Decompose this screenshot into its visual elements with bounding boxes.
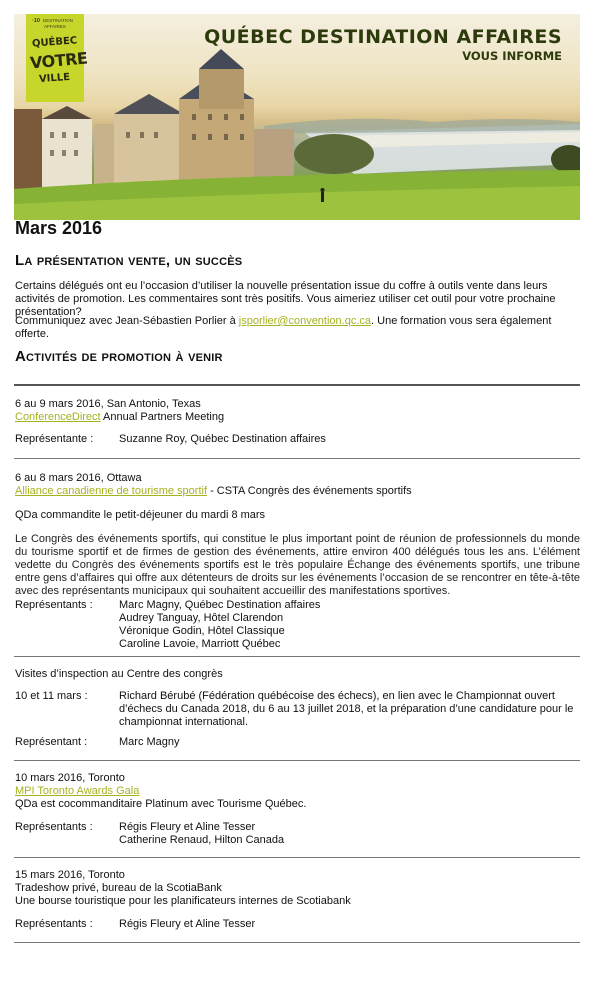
banner-subtitle: VOUS INFORME <box>462 49 562 63</box>
event4-date: 10 mars 2016, Toronto <box>15 772 125 784</box>
quebec-votre-ville-logo <box>26 14 89 102</box>
section-title-presentation: La présentation vente, un succès <box>15 252 243 269</box>
event5-rep-label: Représentants : <box>15 918 93 930</box>
banner-title: QUÉBEC DESTINATION AFFAIRES <box>204 26 562 48</box>
event3-date-label: 10 et 11 mars : <box>15 690 88 702</box>
alliance-tourisme-sportif-link[interactable]: Alliance canadienne de tourisme sportif <box>15 485 208 497</box>
divider <box>14 458 580 459</box>
event1-name: ConferenceDirect Annual Partners Meeting <box>15 411 225 423</box>
event5-date: 15 mars 2016, Toronto <box>15 869 125 881</box>
event2-name: Alliance canadienne de tourisme sportif - CSTA Congrès des événements sportifs <box>15 485 412 497</box>
logo-votre: VOTRE <box>29 48 89 73</box>
event5-description: Une bourse touristique pour les planificateurs internes de Scotiabank <box>15 895 351 907</box>
rep-item: Régis Fleury et Aline Tesser <box>119 821 256 833</box>
rep-item: Audrey Tanguay, Hôtel Clarendon <box>119 612 284 624</box>
divider <box>14 760 580 761</box>
event2-rep-list <box>119 599 579 651</box>
divider <box>14 384 580 386</box>
rep-item: Caroline Lavoie, Marriott Québec <box>119 638 281 650</box>
event3-date-value: Richard Bérubé (Fédération québécoise des échecs), en lien avec le Championnat ouvert d’échecs du Canada 2018, du 6 au 13 juillet 2018, et la préparation d’une candidature pour le championnat international. <box>119 690 574 728</box>
email-link[interactable]: jsporlier@convention.qc.ca <box>238 315 372 327</box>
event3-rep-value: Marc Magny <box>119 736 180 748</box>
event2-date: 6 au 8 mars 2016, Ottawa <box>15 472 142 484</box>
logo-small-text: ·10 DESTINATION AFFAIRES <box>32 18 73 29</box>
divider <box>14 656 580 657</box>
event4-rep-list <box>119 821 579 847</box>
event4-note: QDa est cocommanditaire Platinum avec Tourisme Québec. <box>15 798 307 810</box>
section-title-activities: Activités de promotion à venir <box>15 348 223 365</box>
event5-title: Tradeshow privé, bureau de la ScotiaBank <box>15 882 222 894</box>
divider <box>14 857 580 858</box>
logo-quebec: QUÉBEC <box>31 35 78 50</box>
logo-ville: VILLE <box>38 71 71 86</box>
rep-item: Marc Magny, Québec Destination affaires <box>119 599 321 611</box>
event5-rep-value: Régis Fleury et Aline Tesser <box>119 918 256 930</box>
conferencedirect-link[interactable]: ConferenceDirect <box>15 411 101 423</box>
section1-contact: Communiquez avec Jean-Sébastien Porlier à jsporlier@convention.qc.ca. Une formation vous sera également offerte. <box>15 315 552 340</box>
event4-rep-label: Représentants : <box>15 821 93 833</box>
rep-item: Véronique Godin, Hôtel Classique <box>119 625 285 637</box>
newsletter-month: Mars 2016 <box>15 218 103 238</box>
event1-rep-label: Représentante : <box>15 433 94 445</box>
event3-title: Visites d’inspection au Centre des congrès <box>15 668 223 680</box>
event1-rep-value: Suzanne Roy, Québec Destination affaires <box>119 433 326 445</box>
section1-paragraph: Certains délégués ont eu l’occasion d’utiliser la nouvelle présentation issue du coffre à outils vente dans leurs activités de promotion. Les commentaires sont très positifs. Vous aimeriez utiliser cet outil pour votre prochaine présentation? <box>15 280 556 318</box>
divider <box>14 942 580 943</box>
event3-rep-label: Représentant : <box>15 736 88 748</box>
mpi-gala-link[interactable]: MPI Toronto Awards Gala <box>15 785 140 797</box>
event4-name <box>15 785 139 798</box>
event2-description: Le Congrès des événements sportifs, qui constitue le plus important point de réunion de professionnels du monde du tourisme sportif et de firmes de gestion des événements, attire environ 400 délégués tous les ans. L’élément vedette du Congrès des événements sportifs est le très populaire Échange des événements sportifs, une tribune entre gens d’affaires qui offre aux détenteurs de droits sur les événements l’occasion de se rencontrer en tête-à-tête avec des représentants municipaux qui souhaitent accueillir des manifestations sportives. <box>15 533 580 597</box>
event2-note: QDa commandite le petit-déjeuner du mardi 8 mars <box>15 509 266 521</box>
rep-item: Catherine Renaud, Hilton Canada <box>119 834 285 846</box>
event1-date: 6 au 9 mars 2016, San Antonio, Texas <box>15 398 201 410</box>
event2-rep-label: Représentants : <box>15 599 93 611</box>
header-banner <box>14 14 580 220</box>
